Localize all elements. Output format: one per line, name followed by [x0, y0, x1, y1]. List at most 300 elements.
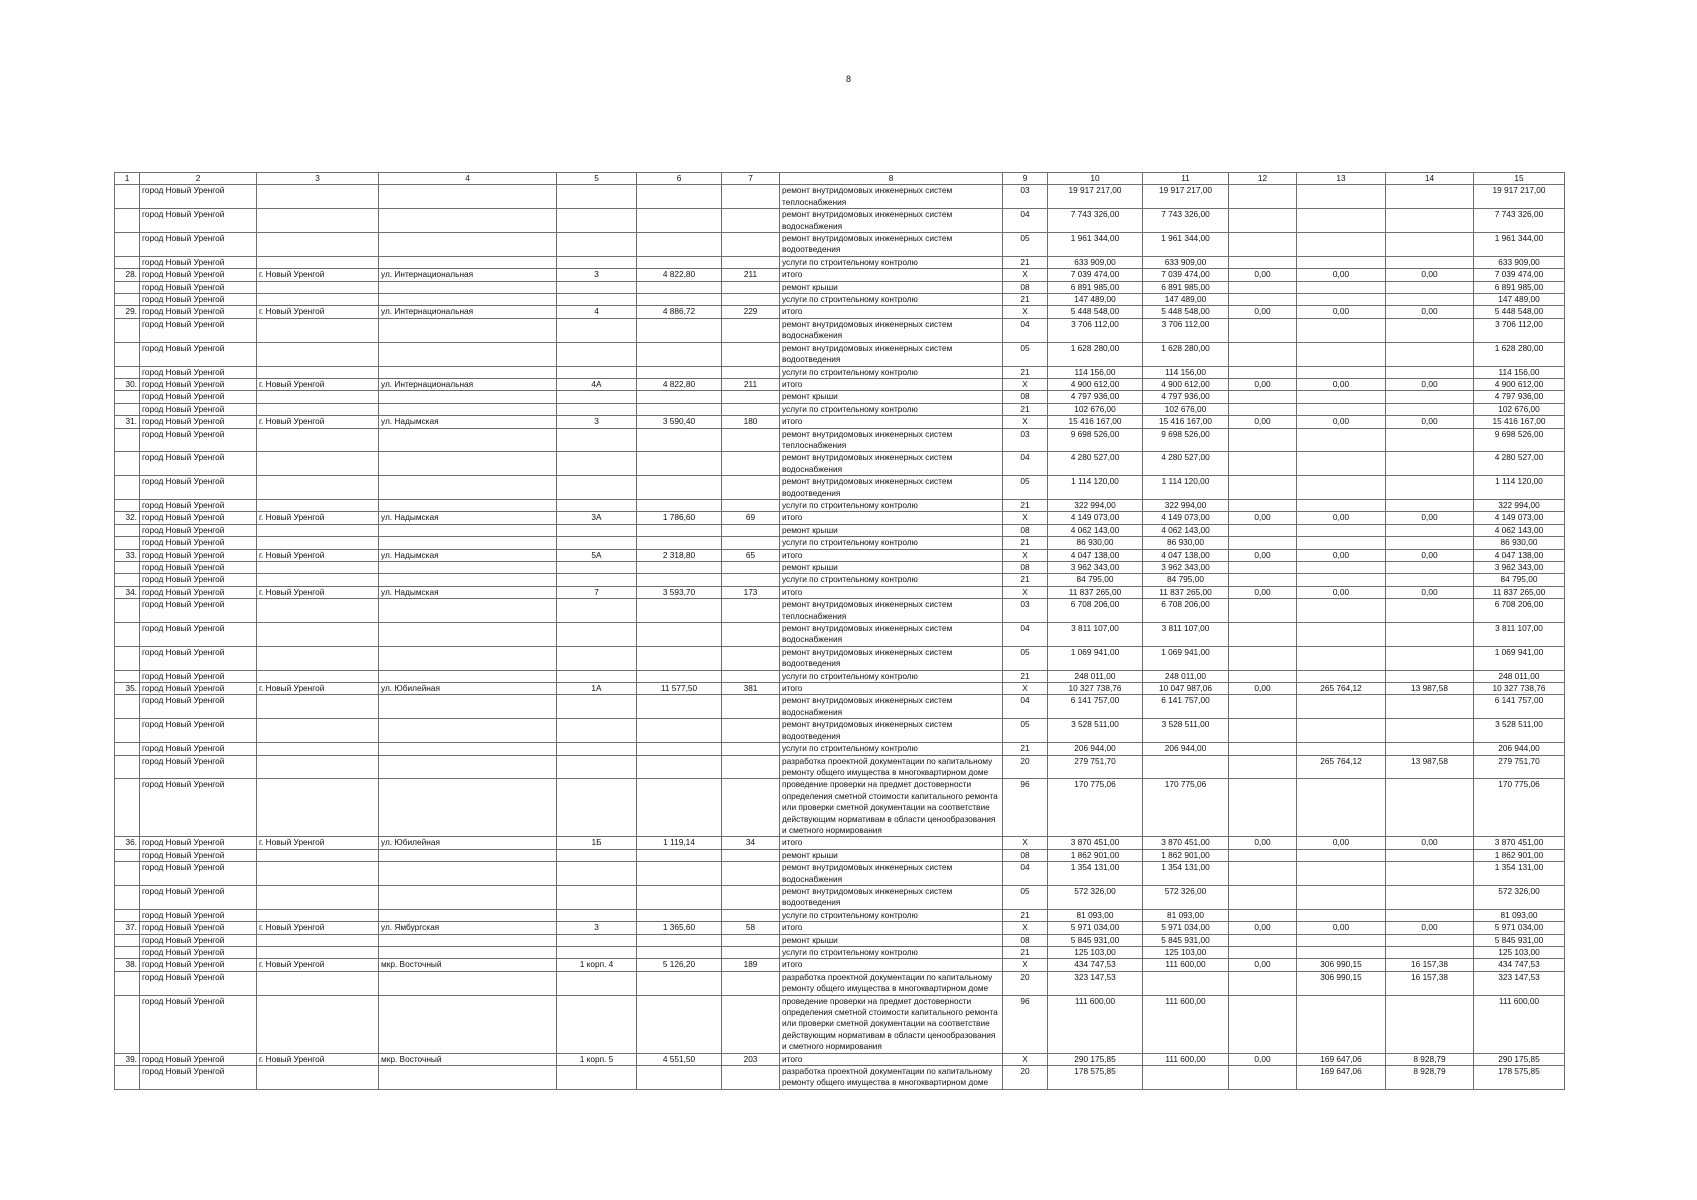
settlement-cell — [257, 719, 379, 743]
work-code-cell: 04 — [1003, 623, 1048, 647]
total-cost-cell: 4 900 612,00 — [1048, 378, 1143, 390]
regional-funds-cell — [1143, 755, 1229, 779]
row-number-cell — [115, 779, 140, 837]
settlement-cell — [257, 670, 379, 682]
regional-funds-cell: 5 971 034,00 — [1143, 922, 1229, 934]
owner-funds-cell — [1297, 719, 1386, 743]
local-funds-cell: 0,00 — [1229, 683, 1297, 695]
street-cell — [379, 695, 557, 719]
house-number-cell: 3 — [557, 269, 637, 281]
work-type-cell: итого — [780, 1053, 1003, 1065]
total-area-cell — [637, 366, 722, 378]
work-type-cell: разработка проектной документации по капитальному ремонту общего имущества в многоквартирном доме — [780, 755, 1003, 779]
house-number-cell — [557, 562, 637, 574]
residents-cell — [722, 947, 780, 959]
cost-total-cell: 9 698 526,00 — [1474, 428, 1565, 452]
total-cost-cell: 15 416 167,00 — [1048, 416, 1143, 428]
total-cost-cell: 9 698 526,00 — [1048, 428, 1143, 452]
table-row — [115, 719, 1565, 743]
table-row — [115, 391, 1565, 403]
work-code-cell: 03 — [1003, 428, 1048, 452]
other-funds-cell — [1386, 428, 1474, 452]
total-cost-cell: 572 326,00 — [1048, 885, 1143, 909]
cost-total-cell: 633 909,00 — [1474, 256, 1565, 268]
regional-funds-cell: 3 811 107,00 — [1143, 623, 1229, 647]
other-funds-cell — [1386, 947, 1474, 959]
row-number-cell — [115, 862, 140, 886]
municipality-cell: город Новый Уренгой — [140, 294, 257, 306]
street-cell — [379, 755, 557, 779]
work-code-cell: 05 — [1003, 719, 1048, 743]
table-row — [115, 683, 1565, 695]
owner-funds-cell — [1297, 885, 1386, 909]
residents-cell — [722, 779, 780, 837]
table-row — [115, 342, 1565, 366]
table-row — [115, 378, 1565, 390]
work-type-cell: разработка проектной документации по капитальному ремонту общего имущества в многоквартирном доме — [780, 971, 1003, 995]
municipality-cell: город Новый Уренгой — [140, 586, 257, 598]
row-number-cell — [115, 623, 140, 647]
work-code-cell: X — [1003, 306, 1048, 318]
total-cost-cell: 5 845 931,00 — [1048, 934, 1143, 946]
house-number-cell — [557, 599, 637, 623]
house-number-cell — [557, 452, 637, 476]
other-funds-cell — [1386, 281, 1474, 293]
work-code-cell: X — [1003, 549, 1048, 561]
row-number-cell: 35. — [115, 683, 140, 695]
total-cost-cell: 84 795,00 — [1048, 574, 1143, 586]
regional-funds-cell: 1 961 344,00 — [1143, 233, 1229, 257]
work-code-cell: 21 — [1003, 294, 1048, 306]
municipality-cell: город Новый Уренгой — [140, 366, 257, 378]
other-funds-cell: 8 928,79 — [1386, 1066, 1474, 1090]
work-code-cell: 20 — [1003, 971, 1048, 995]
other-funds-cell — [1386, 209, 1474, 233]
cost-total-cell: 4 062 143,00 — [1474, 524, 1565, 536]
municipality-cell: город Новый Уренгой — [140, 755, 257, 779]
cost-total-cell: 114 156,00 — [1474, 366, 1565, 378]
total-cost-cell: 3 870 451,00 — [1048, 837, 1143, 849]
row-number-cell — [115, 574, 140, 586]
table-row — [115, 849, 1565, 861]
other-funds-cell — [1386, 342, 1474, 366]
cost-total-cell: 111 600,00 — [1474, 995, 1565, 1053]
street-cell — [379, 428, 557, 452]
local-funds-cell — [1229, 646, 1297, 670]
other-funds-cell — [1386, 476, 1474, 500]
work-type-cell: ремонт внутридомовых инженерных систем водоотведения — [780, 342, 1003, 366]
house-number-cell: 3А — [557, 512, 637, 524]
municipality-cell: город Новый Уренгой — [140, 391, 257, 403]
cost-total-cell: 84 795,00 — [1474, 574, 1565, 586]
total-cost-cell: 290 175,85 — [1048, 1053, 1143, 1065]
house-number-cell — [557, 403, 637, 415]
house-number-cell — [557, 281, 637, 293]
house-number-cell — [557, 695, 637, 719]
work-code-cell: 20 — [1003, 755, 1048, 779]
local-funds-cell — [1229, 623, 1297, 647]
cost-total-cell: 323 147,53 — [1474, 971, 1565, 995]
owner-funds-cell — [1297, 403, 1386, 415]
work-code-cell: 96 — [1003, 779, 1048, 837]
settlement-cell — [257, 849, 379, 861]
work-code-cell: X — [1003, 378, 1048, 390]
residents-cell: 65 — [722, 549, 780, 561]
municipality-cell: город Новый Уренгой — [140, 971, 257, 995]
street-cell: мкр. Восточный — [379, 1053, 557, 1065]
residents-cell — [722, 849, 780, 861]
regional-funds-cell: 5 448 548,00 — [1143, 306, 1229, 318]
settlement-cell — [257, 318, 379, 342]
table-row — [115, 995, 1565, 1053]
local-funds-cell — [1229, 885, 1297, 909]
settlement-cell — [257, 562, 379, 574]
municipality-cell: город Новый Уренгой — [140, 403, 257, 415]
local-funds-cell — [1229, 862, 1297, 886]
regional-funds-cell: 1 862 901,00 — [1143, 849, 1229, 861]
work-type-cell: услуги по строительному контролю — [780, 909, 1003, 921]
total-cost-cell: 633 909,00 — [1048, 256, 1143, 268]
owner-funds-cell — [1297, 995, 1386, 1053]
table-row — [115, 922, 1565, 934]
work-type-cell: ремонт внутридомовых инженерных систем водоснабжения — [780, 452, 1003, 476]
total-cost-cell: 4 797 936,00 — [1048, 391, 1143, 403]
work-type-cell: услуги по строительному контролю — [780, 499, 1003, 511]
total-area-cell — [637, 646, 722, 670]
total-area-cell — [637, 476, 722, 500]
residents-cell: 211 — [722, 269, 780, 281]
regional-funds-cell: 3 870 451,00 — [1143, 837, 1229, 849]
work-type-cell: ремонт внутридомовых инженерных систем теплоснабжения — [780, 599, 1003, 623]
work-code-cell: 03 — [1003, 185, 1048, 209]
settlement-cell — [257, 476, 379, 500]
header-col-13: 13 — [1297, 173, 1386, 185]
total-area-cell — [637, 428, 722, 452]
row-number-cell — [115, 909, 140, 921]
table-row — [115, 366, 1565, 378]
owner-funds-cell — [1297, 452, 1386, 476]
total-area-cell — [637, 318, 722, 342]
residents-cell — [722, 862, 780, 886]
municipality-cell: город Новый Уренгой — [140, 416, 257, 428]
residents-cell: 173 — [722, 586, 780, 598]
local-funds-cell — [1229, 562, 1297, 574]
municipality-cell: город Новый Уренгой — [140, 306, 257, 318]
street-cell: ул. Надымская — [379, 512, 557, 524]
residents-cell — [722, 476, 780, 500]
owner-funds-cell — [1297, 934, 1386, 946]
house-number-cell — [557, 623, 637, 647]
local-funds-cell: 0,00 — [1229, 512, 1297, 524]
street-cell — [379, 947, 557, 959]
house-number-cell — [557, 995, 637, 1053]
house-number-cell — [557, 185, 637, 209]
residents-cell: 381 — [722, 683, 780, 695]
total-area-cell — [637, 524, 722, 536]
row-number-cell — [115, 885, 140, 909]
municipality-cell: город Новый Уренгой — [140, 779, 257, 837]
total-area-cell — [637, 499, 722, 511]
municipality-cell: город Новый Уренгой — [140, 512, 257, 524]
table-row — [115, 599, 1565, 623]
owner-funds-cell — [1297, 391, 1386, 403]
row-number-cell — [115, 524, 140, 536]
table-row — [115, 947, 1565, 959]
owner-funds-cell — [1297, 342, 1386, 366]
street-cell: ул. Ямбургская — [379, 922, 557, 934]
owner-funds-cell — [1297, 909, 1386, 921]
row-number-cell — [115, 971, 140, 995]
total-cost-cell: 4 047 138,00 — [1048, 549, 1143, 561]
house-number-cell: 1А — [557, 683, 637, 695]
owner-funds-cell: 265 764,12 — [1297, 683, 1386, 695]
total-cost-cell: 434 747,53 — [1048, 959, 1143, 971]
cost-total-cell: 10 327 738,76 — [1474, 683, 1565, 695]
total-area-cell — [637, 281, 722, 293]
municipality-cell: город Новый Уренгой — [140, 683, 257, 695]
owner-funds-cell: 0,00 — [1297, 416, 1386, 428]
cost-total-cell: 6 708 206,00 — [1474, 599, 1565, 623]
municipality-cell: город Новый Уренгой — [140, 499, 257, 511]
residents-cell — [722, 934, 780, 946]
work-code-cell: 21 — [1003, 256, 1048, 268]
house-number-cell — [557, 885, 637, 909]
cost-total-cell: 206 944,00 — [1474, 743, 1565, 755]
work-type-cell: услуги по строительному контролю — [780, 366, 1003, 378]
cost-total-cell: 4 047 138,00 — [1474, 549, 1565, 561]
work-code-cell: 04 — [1003, 452, 1048, 476]
other-funds-cell — [1386, 366, 1474, 378]
total-cost-cell: 147 489,00 — [1048, 294, 1143, 306]
row-number-cell: 28. — [115, 269, 140, 281]
table-row — [115, 646, 1565, 670]
local-funds-cell — [1229, 574, 1297, 586]
total-area-cell: 1 119,14 — [637, 837, 722, 849]
table-row — [115, 837, 1565, 849]
table-row — [115, 512, 1565, 524]
table-row — [115, 233, 1565, 257]
cost-total-cell: 5 845 931,00 — [1474, 934, 1565, 946]
municipality-cell: город Новый Уренгой — [140, 1053, 257, 1065]
work-code-cell: 05 — [1003, 342, 1048, 366]
total-area-cell: 1 365,60 — [637, 922, 722, 934]
header-col-6: 6 — [637, 173, 722, 185]
house-number-cell — [557, 1066, 637, 1090]
house-number-cell — [557, 391, 637, 403]
header-col-10: 10 — [1048, 173, 1143, 185]
row-number-cell — [115, 934, 140, 946]
owner-funds-cell — [1297, 209, 1386, 233]
regional-funds-cell: 7 743 326,00 — [1143, 209, 1229, 233]
settlement-cell — [257, 995, 379, 1053]
cost-total-cell: 102 676,00 — [1474, 403, 1565, 415]
regional-funds-cell: 15 416 167,00 — [1143, 416, 1229, 428]
cost-total-cell: 170 775,06 — [1474, 779, 1565, 837]
municipality-cell: город Новый Уренгой — [140, 342, 257, 366]
municipality-cell: город Новый Уренгой — [140, 549, 257, 561]
other-funds-cell — [1386, 995, 1474, 1053]
house-number-cell: 3 — [557, 416, 637, 428]
work-code-cell: 03 — [1003, 599, 1048, 623]
street-cell — [379, 743, 557, 755]
regional-funds-cell: 4 797 936,00 — [1143, 391, 1229, 403]
table-row — [115, 574, 1565, 586]
local-funds-cell — [1229, 452, 1297, 476]
settlement-cell — [257, 366, 379, 378]
row-number-cell: 31. — [115, 416, 140, 428]
table-row — [115, 269, 1565, 281]
residents-cell — [722, 366, 780, 378]
street-cell — [379, 562, 557, 574]
local-funds-cell — [1229, 779, 1297, 837]
work-type-cell: разработка проектной документации по капитальному ремонту общего имущества в многоквартирном доме — [780, 1066, 1003, 1090]
owner-funds-cell — [1297, 185, 1386, 209]
owner-funds-cell — [1297, 318, 1386, 342]
header-col-8: 8 — [780, 173, 1003, 185]
municipality-cell: город Новый Уренгой — [140, 185, 257, 209]
cost-total-cell: 6 141 757,00 — [1474, 695, 1565, 719]
work-type-cell: ремонт крыши — [780, 524, 1003, 536]
residents-cell — [722, 342, 780, 366]
regional-funds-cell: 4 062 143,00 — [1143, 524, 1229, 536]
owner-funds-cell: 169 647,06 — [1297, 1066, 1386, 1090]
row-number-cell — [115, 562, 140, 574]
total-area-cell — [637, 562, 722, 574]
cost-total-cell: 147 489,00 — [1474, 294, 1565, 306]
row-number-cell — [115, 849, 140, 861]
local-funds-cell — [1229, 391, 1297, 403]
total-area-cell — [637, 909, 722, 921]
regional-funds-cell: 1 069 941,00 — [1143, 646, 1229, 670]
owner-funds-cell: 0,00 — [1297, 378, 1386, 390]
cost-total-cell: 125 103,00 — [1474, 947, 1565, 959]
house-number-cell: 4 — [557, 306, 637, 318]
other-funds-cell — [1386, 646, 1474, 670]
work-type-cell: итого — [780, 416, 1003, 428]
street-cell — [379, 209, 557, 233]
work-type-cell: услуги по строительному контролю — [780, 574, 1003, 586]
regional-funds-cell: 4 280 527,00 — [1143, 452, 1229, 476]
work-code-cell: X — [1003, 837, 1048, 849]
other-funds-cell — [1386, 670, 1474, 682]
house-number-cell — [557, 755, 637, 779]
owner-funds-cell — [1297, 862, 1386, 886]
settlement-cell — [257, 185, 379, 209]
house-number-cell — [557, 342, 637, 366]
total-area-cell — [637, 670, 722, 682]
local-funds-cell — [1229, 755, 1297, 779]
residents-cell: 211 — [722, 378, 780, 390]
municipality-cell: город Новый Уренгой — [140, 695, 257, 719]
table-row — [115, 294, 1565, 306]
work-code-cell: 21 — [1003, 947, 1048, 959]
owner-funds-cell: 306 990,15 — [1297, 971, 1386, 995]
local-funds-cell — [1229, 934, 1297, 946]
owner-funds-cell — [1297, 574, 1386, 586]
local-funds-cell: 0,00 — [1229, 306, 1297, 318]
total-cost-cell: 10 327 738,76 — [1048, 683, 1143, 695]
street-cell: ул. Надымская — [379, 416, 557, 428]
owner-funds-cell: 0,00 — [1297, 269, 1386, 281]
other-funds-cell — [1386, 294, 1474, 306]
work-type-cell: итого — [780, 378, 1003, 390]
work-type-cell: услуги по строительному контролю — [780, 403, 1003, 415]
street-cell — [379, 574, 557, 586]
street-cell — [379, 909, 557, 921]
residents-cell — [722, 209, 780, 233]
work-type-cell: ремонт внутридомовых инженерных систем теплоснабжения — [780, 185, 1003, 209]
residents-cell — [722, 885, 780, 909]
table-row — [115, 537, 1565, 549]
other-funds-cell — [1386, 233, 1474, 257]
total-cost-cell: 7 039 474,00 — [1048, 269, 1143, 281]
work-type-cell: итого — [780, 512, 1003, 524]
total-area-cell — [637, 719, 722, 743]
owner-funds-cell: 265 764,12 — [1297, 755, 1386, 779]
owner-funds-cell — [1297, 366, 1386, 378]
municipality-cell: город Новый Уренгой — [140, 947, 257, 959]
total-cost-cell: 111 600,00 — [1048, 995, 1143, 1053]
street-cell — [379, 499, 557, 511]
municipality-cell: город Новый Уренгой — [140, 849, 257, 861]
total-cost-cell: 3 962 343,00 — [1048, 562, 1143, 574]
total-area-cell — [637, 995, 722, 1053]
total-area-cell: 4 551,50 — [637, 1053, 722, 1065]
local-funds-cell — [1229, 995, 1297, 1053]
street-cell — [379, 185, 557, 209]
total-cost-cell: 248 011,00 — [1048, 670, 1143, 682]
house-number-cell: 3 — [557, 922, 637, 934]
owner-funds-cell: 0,00 — [1297, 306, 1386, 318]
house-number-cell: 5А — [557, 549, 637, 561]
owner-funds-cell — [1297, 537, 1386, 549]
total-area-cell: 4 822,80 — [637, 269, 722, 281]
work-type-cell: ремонт внутридомовых инженерных систем водоотведения — [780, 646, 1003, 670]
residents-cell: 203 — [722, 1053, 780, 1065]
total-area-cell — [637, 934, 722, 946]
municipality-cell: город Новый Уренгой — [140, 623, 257, 647]
work-code-cell: 21 — [1003, 574, 1048, 586]
residents-cell: 34 — [722, 837, 780, 849]
work-code-cell: 21 — [1003, 366, 1048, 378]
local-funds-cell — [1229, 537, 1297, 549]
settlement-cell — [257, 599, 379, 623]
other-funds-cell: 0,00 — [1386, 416, 1474, 428]
total-area-cell — [637, 391, 722, 403]
regional-funds-cell: 3 962 343,00 — [1143, 562, 1229, 574]
regional-funds-cell: 572 326,00 — [1143, 885, 1229, 909]
total-cost-cell: 4 280 527,00 — [1048, 452, 1143, 476]
regional-funds-cell: 111 600,00 — [1143, 959, 1229, 971]
row-number-cell: 33. — [115, 549, 140, 561]
other-funds-cell — [1386, 256, 1474, 268]
regional-funds-cell: 114 156,00 — [1143, 366, 1229, 378]
residents-cell — [722, 499, 780, 511]
municipality-cell: город Новый Уренгой — [140, 922, 257, 934]
owner-funds-cell: 0,00 — [1297, 837, 1386, 849]
municipality-cell: город Новый Уренгой — [140, 837, 257, 849]
header-col-4: 4 — [379, 173, 557, 185]
total-cost-cell: 19 917 217,00 — [1048, 185, 1143, 209]
regional-funds-cell: 102 676,00 — [1143, 403, 1229, 415]
settlement-cell — [257, 452, 379, 476]
work-code-cell: X — [1003, 416, 1048, 428]
other-funds-cell: 0,00 — [1386, 269, 1474, 281]
cost-total-cell: 7 743 326,00 — [1474, 209, 1565, 233]
cost-total-cell: 7 039 474,00 — [1474, 269, 1565, 281]
total-area-cell — [637, 743, 722, 755]
residents-cell: 180 — [722, 416, 780, 428]
